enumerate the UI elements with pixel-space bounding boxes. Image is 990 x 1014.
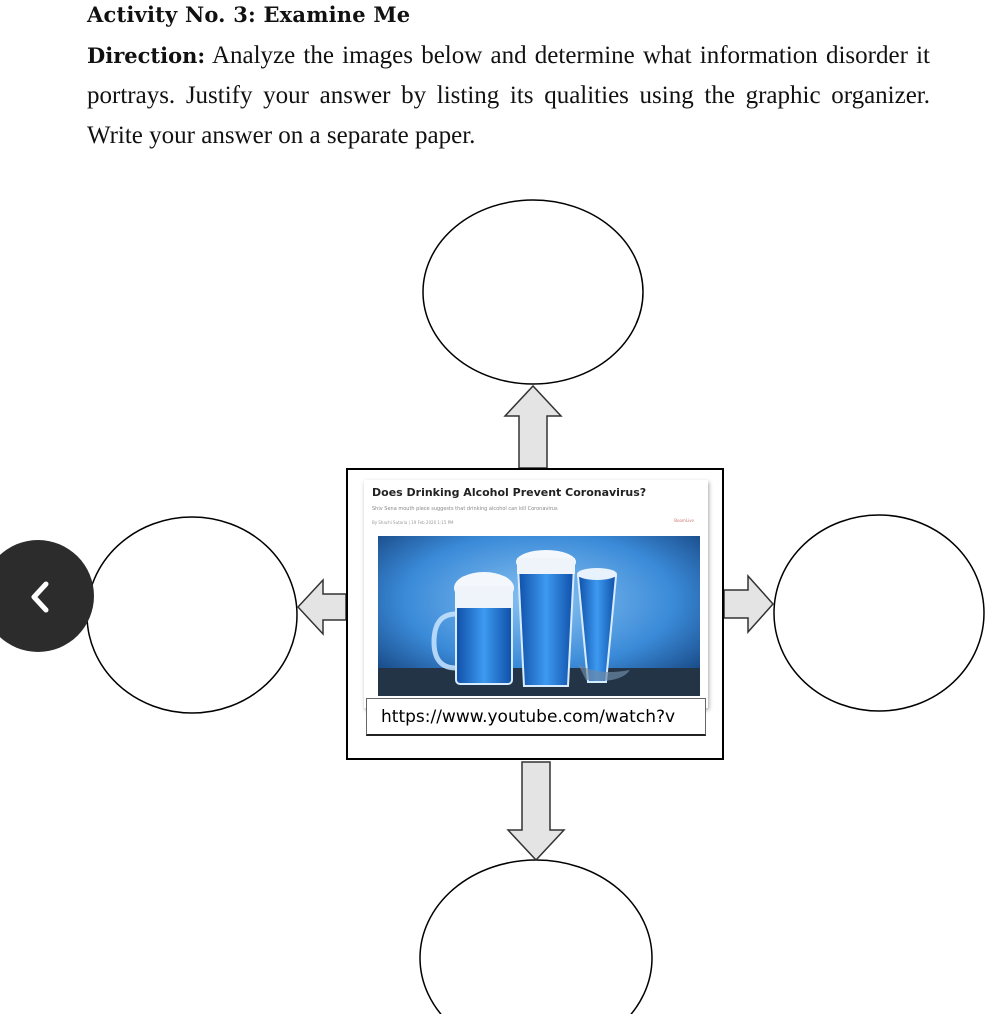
video-url-bar[interactable]: [366, 698, 706, 736]
article-headline: Does Drinking Alcohol Prevent Coronavirus?: [372, 486, 647, 499]
direction-label: Direction:: [87, 43, 206, 68]
answer-oval-left[interactable]: [87, 517, 297, 713]
article-screenshot-frame: [346, 468, 724, 760]
arrow-down: [508, 762, 564, 860]
answer-oval-right[interactable]: [774, 515, 984, 711]
activity-title: Activity No. 3: Examine Me: [87, 2, 411, 27]
article-subtitle: Shiv Sena mouth piece suggests that drinking alcohol can kill Coronavirus: [372, 506, 558, 512]
answer-oval-top[interactable]: [423, 200, 643, 384]
direction-text: Analyze the images below and determine what information disorder it portrays. Justify your answer by listing its qualities using the graphic organizer. Write your answer on a separate paper.: [87, 42, 930, 149]
source-logo: BoomLive: [674, 518, 694, 523]
arrow-left: [298, 580, 346, 634]
arrow-right: [724, 576, 773, 632]
chevron-left-icon: [26, 580, 56, 614]
blue-beer-photo: [378, 536, 700, 696]
video-url-text: https://www.youtube.com/watch?v: [381, 707, 676, 727]
article-byline: By Shachi Sutaria | 19 Feb 2020 1:15 PM: [372, 520, 454, 525]
article-card: [364, 480, 708, 708]
answer-oval-bottom[interactable]: [420, 860, 652, 1014]
arrow-up: [505, 386, 561, 468]
